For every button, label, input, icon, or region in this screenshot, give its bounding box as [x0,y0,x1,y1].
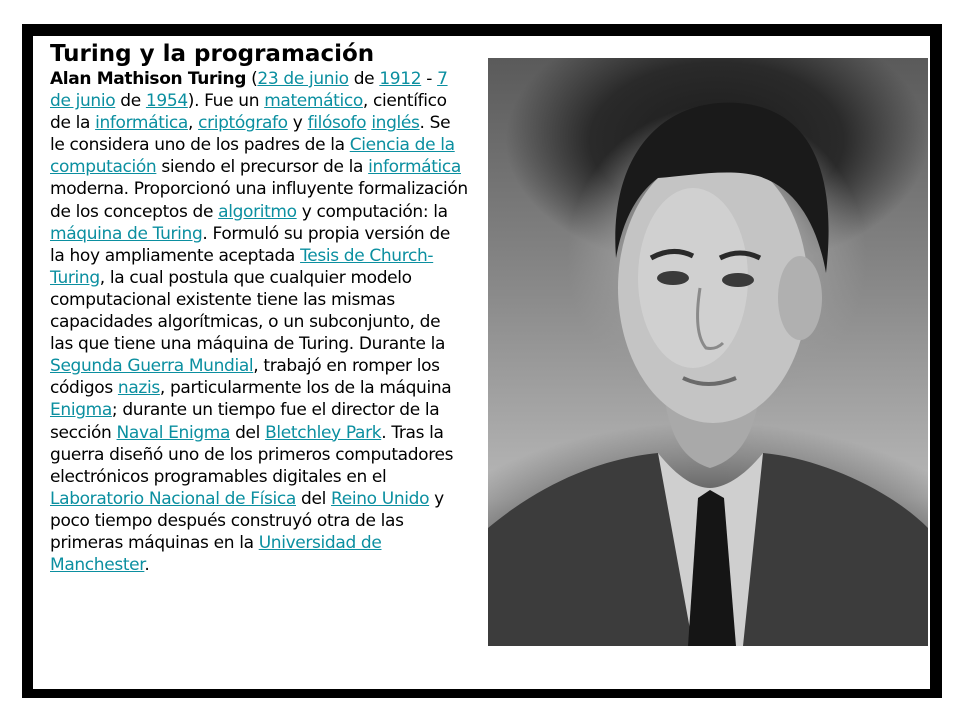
text-span: siendo el precursor de la [156,157,369,178]
link-nazis[interactable]: nazis [117,378,160,399]
biography-paragraph [50,68,468,576]
link-maquina-turing[interactable]: máquina de Turing [50,223,203,244]
link-ingles[interactable]: inglés [371,113,420,134]
link-segunda-guerra-mundial[interactable]: Segunda Guerra Mundial [50,356,254,377]
text-span: moderna. Proporcionó una influyente formalización de los conceptos de [50,179,468,222]
text-span: . Se le considera uno de los padres de la [50,113,451,156]
link-algoritmo[interactable]: algoritmo [218,201,297,222]
text-span: . [144,555,150,576]
text-span: y [287,113,308,134]
text-span: , trabajó en romper los códigos [50,356,440,399]
text-span: del [230,422,266,443]
link-laboratorio-nacional-fisica[interactable]: Laboratorio Nacional de Física [50,488,296,509]
text-span: ( [246,69,258,89]
text-span: de [115,91,146,112]
link-matematico[interactable]: matemático [264,91,363,112]
text-span: , científico de la [50,91,447,134]
link-universidad-manchester[interactable]: Universidad de Manchester [50,532,382,576]
person-name: Alan Mathison Turing [50,69,247,89]
link-tesis-church-turing[interactable]: Tesis de Church-Turing [50,245,434,288]
text-span: del [296,488,332,509]
text-span: , [187,113,199,134]
link-naval-enigma[interactable]: Naval Enigma [116,422,231,443]
slide-title: Turing y la programación [50,41,375,67]
link-filosofo[interactable]: filósofo [307,113,367,134]
text-span: , particularmente los de la máquina [159,378,452,399]
link-death-date[interactable]: 7 de junio [50,69,448,112]
text-span: y computación: la [296,201,448,222]
link-birth-year[interactable]: 1912 [379,69,422,89]
link-ciencia-computacion[interactable]: Ciencia de la computación [50,135,455,178]
link-enigma[interactable]: Enigma [50,400,112,421]
text-span: , la cual postula que cualquier modelo computacional existente tiene las mismas capacidades algorítmicas, o un subconjunto, de las que tiene una máquina de Turing. Durante la [50,267,446,355]
ear-shape [778,256,822,340]
link-reino-unido[interactable]: Reino Unido [331,488,430,509]
portrait-photo [488,58,928,646]
text-span: de [348,69,380,89]
right-eye [722,273,754,287]
link-informatica-moderna[interactable]: informática [368,157,461,178]
text-span: . Formuló su propia versión de la hoy ampliamente aceptada [50,223,450,266]
text-span: ; durante un tiempo fue el director de la sección [50,400,440,443]
link-informatica[interactable]: informática [95,113,188,134]
text-span: ). Fue un [187,91,265,112]
link-criptografo[interactable]: criptógrafo [198,113,288,134]
text-span: y poco tiempo después construyó otra de las primeras máquinas en la [50,488,444,553]
link-birth-date[interactable]: 23 de junio [257,69,349,89]
text-column [50,40,468,576]
text-span: - [421,69,438,89]
text-span: . Tras la guerra diseñó uno de los primeros computadores electrónicos programables digitales en el [50,422,454,487]
left-eye [657,271,689,285]
link-death-year[interactable]: 1954 [145,91,188,112]
portrait-illustration [488,58,928,646]
link-bletchley-park[interactable]: Bletchley Park [265,422,382,443]
